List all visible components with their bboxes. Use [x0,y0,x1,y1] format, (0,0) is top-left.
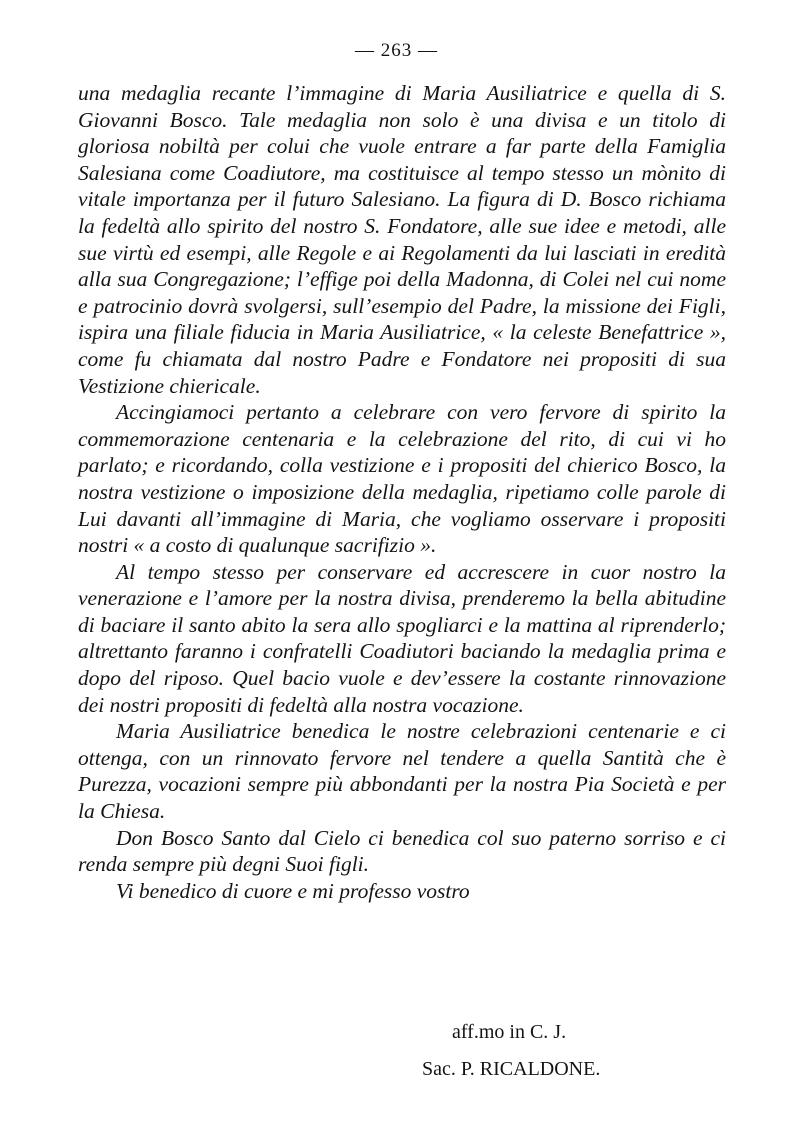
body-text [78,80,726,904]
paragraph-6: Vi benedico di cuore e mi professo vostro [116,878,470,903]
page-number: — 263 — [355,40,438,61]
paragraph-1: una medaglia recante l’immagine di Maria Ausiliatrice e quella di S. Giovanni Bosco. Tale medaglia non solo è una divisa e un titolo di gloriosa nobiltà per colui che vuole entrare a far parte della Famiglia Salesiana come Coadiutore, ma costituisce al tempo stesso un mònito di vitale importanza per il futuro Salesiano. La figura di D. Bosco richiama la fedeltà allo spirito del nostro S. Fondatore, alle sue idee e metodi, alle sue virtù ed esempi, alle Regole e ai Regolamenti da lui lasciati in eredità alla sua Congregazione; l’effige poi della Madonna, di Colei nel cui nome e patrocinio dovrà svolgersi, sull’esempio del Padre, la missione dei Figli, ispira una filiale fiducia in Maria Ausiliatrice, « la celeste Benefattrice », come fu chiamata dal nostro Padre e Fondatore nei propositi di sua Vestizione chiericale. [78,81,726,398]
paragraph-2: Accingiamoci pertanto a celebrare con vero fervore di spirito la commemorazione centenaria e la celebrazione del rito, di cui vi ho parlato; e ricordando, colla vestizione e i propositi del chierico Bosco, la nostra vestizione o imposizione della medaglia, ripetiamo colle parole di Lui davanti all’immagine di Maria, che vogliamo osservare i propositi nostri « a costo di qualunque sacrifizio ». [78,400,726,558]
paragraph-5: Don Bosco Santo dal Cielo ci benedica col suo paterno sorriso e ci renda sempre più degni Suoi figli. [78,825,726,877]
paragraph-3: Al tempo stesso per conservare ed accrescere in cuor nostro la venerazione e l’amore per la nostra divisa, prenderemo la bella abitudine di baciare il santo abito la sera allo spogliarci e la mattina al riprenderlo; altrettanto faranno i confratelli Coadiutori baciando la medaglia prima e dopo del riposo. Quel bacio vuole e dev’essere la costante rinnovazione dei nostri propositi di fedeltà alla nostra vocazione. [78,559,726,717]
paragraph-4: Maria Ausiliatrice benedica le nostre celebrazioni centenarie e ci ottenga, con un rinnovato fervore nel tendere a quella Santità che è Purezza, vocazioni sempre più abbondanti per la nostra Pia Società e per la Chiesa. [78,719,726,824]
signature-name: Sac. P. RICALDONE. [422,1058,601,1080]
signature-closing: aff.mo in C. J. [452,1021,567,1043]
